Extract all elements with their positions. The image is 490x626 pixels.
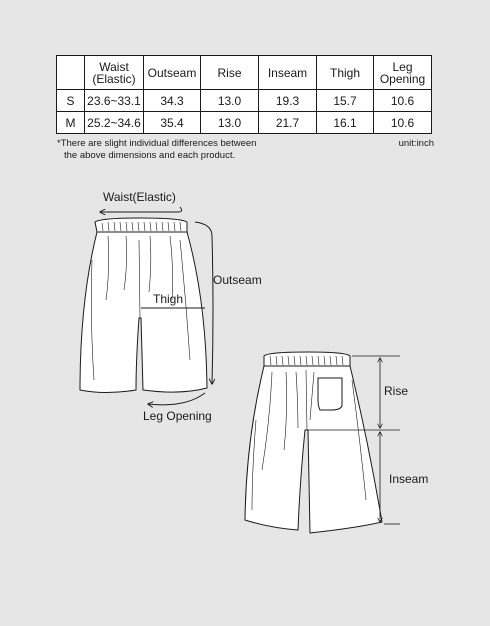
header-inseam: Inseam xyxy=(259,56,317,90)
waist-measure-arrow xyxy=(100,207,182,212)
size-label: S xyxy=(57,90,85,112)
note-line-2: the above dimensions and each product. xyxy=(64,150,236,161)
rise-label: Rise xyxy=(384,384,409,398)
thigh-value: 15.7 xyxy=(317,90,374,112)
leg-opening-label: Leg Opening xyxy=(143,409,212,423)
thigh-label: Thigh xyxy=(153,292,184,306)
outseam-value: 34.3 xyxy=(144,90,201,112)
outseam-value: 35.4 xyxy=(144,112,201,134)
leg-opening-value: 10.6 xyxy=(374,90,432,112)
header-thigh: Thigh xyxy=(317,56,374,90)
inseam-value: 19.3 xyxy=(259,90,317,112)
header-leg-line1: Leg xyxy=(392,59,413,74)
inseam-label: Inseam xyxy=(389,472,429,486)
thigh-value: 16.1 xyxy=(317,112,374,134)
header-waist-line2: (Elastic) xyxy=(92,71,136,86)
waist-value: 23.6~33.1 xyxy=(85,90,144,112)
unit-label: unit:inch xyxy=(398,138,434,149)
header-outseam: Outseam xyxy=(144,56,201,90)
back-pants-illustration xyxy=(245,352,382,533)
rise-value: 13.0 xyxy=(201,112,259,134)
front-pants-illustration xyxy=(80,218,207,393)
header-waist-line1: Waist xyxy=(99,59,129,74)
waist-value: 25.2~34.6 xyxy=(85,112,144,134)
note-line-1: *There are slight individual differences between xyxy=(57,138,257,149)
leg-opening-value: 10.6 xyxy=(374,112,432,134)
header-leg-line2: Opening xyxy=(379,71,426,86)
leg-opening-measure-arrow xyxy=(148,393,205,405)
header-rise: Rise xyxy=(201,56,259,90)
rise-value: 13.0 xyxy=(201,90,259,112)
waist-label: Waist(Elastic) xyxy=(103,190,176,204)
size-label: M xyxy=(57,112,85,134)
inseam-value: 21.7 xyxy=(259,112,317,134)
outseam-label: Outseam xyxy=(213,273,262,287)
